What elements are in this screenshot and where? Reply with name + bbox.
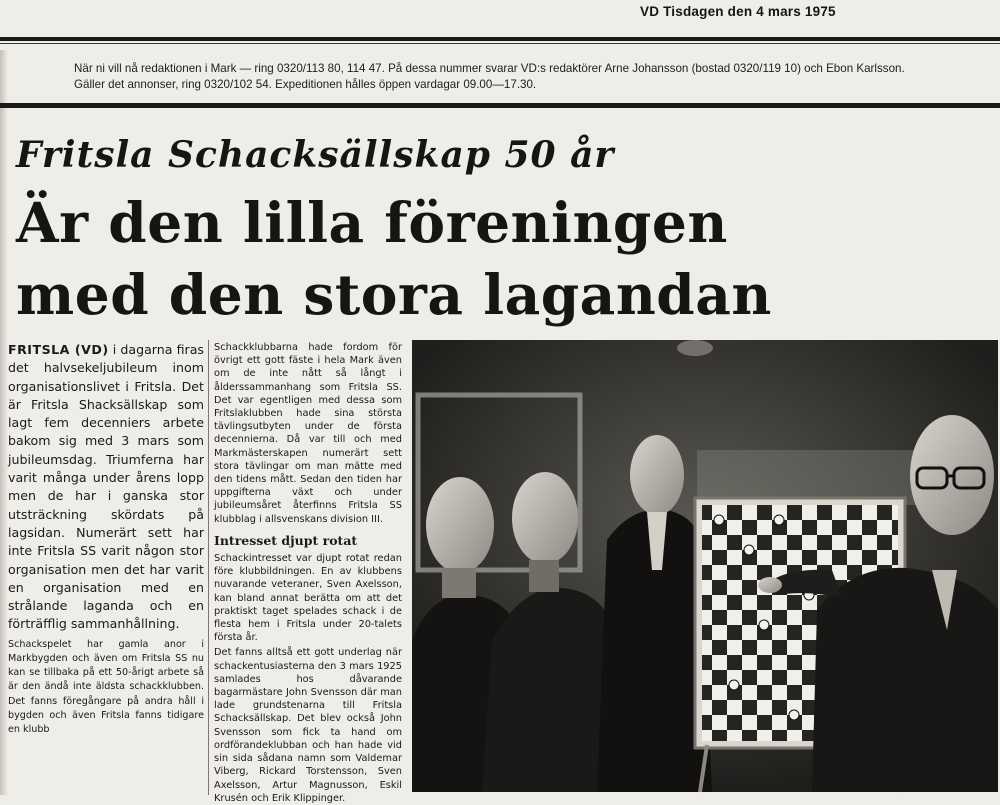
headline-line-2: med den stora lagandan [16,262,772,327]
lead-paragraph [8,341,204,634]
article-column-2 [214,341,402,804]
contact-notice: När ni vill nå redaktionen i Mark — ring 0320/113 80, 114 47. På dessa nummer svarar VD:s redaktörer Arne Johansson (bostad 0320/119 10) och Ebon Karlsson. Gäller det annonser, ring 0320/102 54. Expeditionen hålles öppen vardagar 09.00—17.30. [74,62,905,91]
top-rule-thin [0,43,1000,44]
article-kicker: Fritsla Schacksällskap 50 år [16,134,615,176]
column-2-paragraph-1: Schackklubbarna hade fordom för övrigt ett gott fäste i hela Mark även om de inte nått så långt i ålderssammanhang som Fritsla SS. Det var egentligen med dessa som Fritslaklubben hade sina största tävlingsutbyten under de första decennierna. Då var till och med Markmästerskapen numerärt sett stora tävlingar om man mätte med den tidens mått. Sedan den tiden har uppgifterna växt och under jubileumsåret återfinns Fritsla SS klubblag i allsvenskans division III. [214,342,402,525]
subheading: Intresset djupt rotat [214,532,358,548]
column-2-paragraph-2: Schackintresset var djupt rotat redan före klubbildningen. En av klubbens nuvarande veteraner, Sven Axelsson, kan bland annat berätta om att det praktiskt taget spelades schack i de flesta hem i Fritsla under 20-talets första år. [214,553,402,644]
header-rule [0,103,1000,108]
article-column-1 [8,341,204,795]
top-rule [0,37,1000,41]
column-divider [208,340,209,795]
page-edge-shadow [0,50,8,795]
dateline: VD Tisdagen den 4 mars 1975 [640,4,836,19]
headline-line-1: Är den lilla föreningen [16,190,728,255]
column-1-paragraph-2: Schackspelet har gamla anor i Markbygden och även om Fritsla SS nu kan se tillbaka på ett 50-årigt arbete så är den ändå inte äldsta schackklubben. Det fanns föregångare på andra håll i bygden och även Fritsla fanns tidigare en klubb [8,638,204,735]
photo-men-at-chess-board [412,340,998,792]
lead-dateline: FRITSLA (VD) [8,342,109,357]
column-2-paragraph-3: Det fanns alltså ett gott underlag när schackentusiasterna den 3 mars 1925 samlades hos dåvarande bagarmästare John Svensson där man lade grundstenarna till Fritsla Schacksällskap. Det blev också John Svensson som fick ta hand om ordförandeklubban och han hade vid sin sida sådana namn som Valdemar Viberg, Rickard Torstensson, Sven Axelsson, Artur Magnusson, Eskil Krusén och Erik Klippinger. [214,647,402,804]
lead-text: i dagarna firas det halvsekeljubileum inom organisationslivet i Fritsla. Det är Fritsla Shacksällskap som lagt fem decenniers arbete bakom sig med 3 mars som jubileumsdag. Triumferna har varit många under årens lopp men de har i ganska stor utsträckning skördats på lagsidan. Numerärt sett har inte Fritsla SS varit någon stor organisation men det har varit en organisation med en strålande laganda och en förträfflig sammanhållning. [8,342,204,632]
photo-illustration [412,340,998,792]
